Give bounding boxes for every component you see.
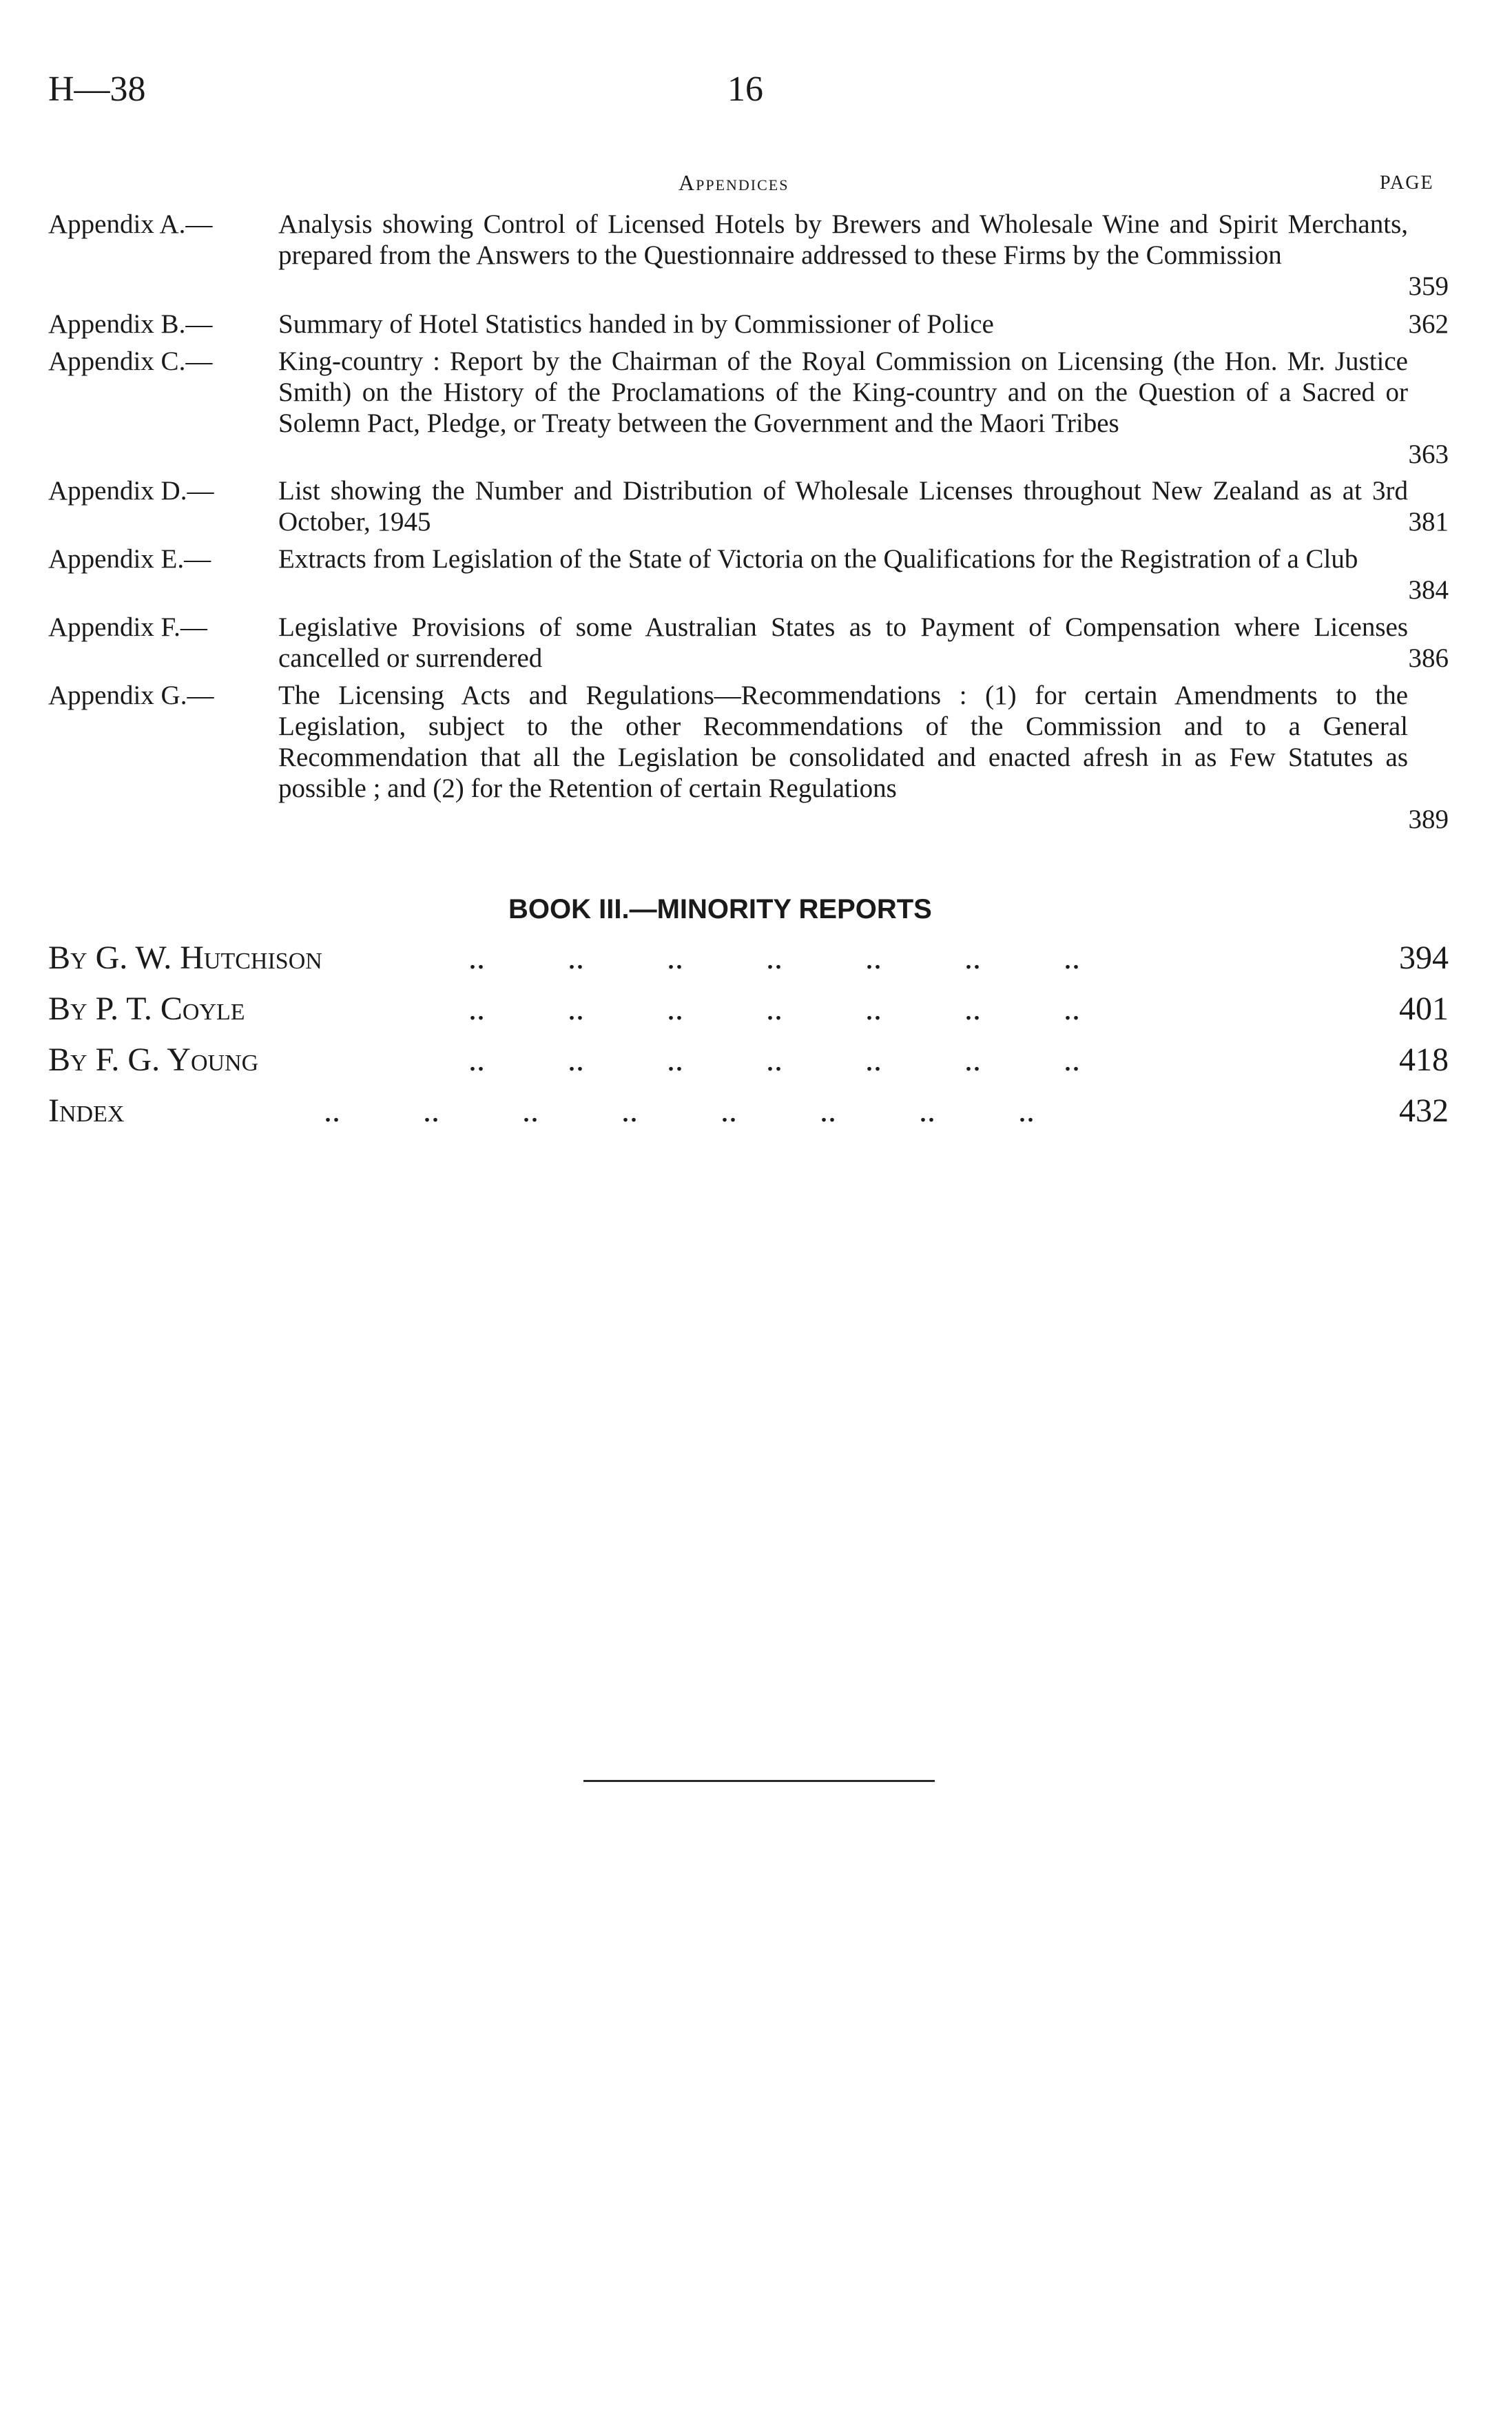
appendix-label: Appendix A.— xyxy=(48,209,213,239)
appendix-page: 381 xyxy=(1408,507,1449,537)
appendix-label: Appendix C.— xyxy=(48,346,213,376)
appendix-page: 384 xyxy=(1408,575,1449,605)
appendix-text: Summary of Hotel Statistics handed in by Commissioner of Police xyxy=(278,309,994,339)
appendix-b-entry xyxy=(48,309,1449,340)
report-page: 432 xyxy=(1399,1092,1449,1129)
minority-report-row xyxy=(48,990,1449,1038)
report-author: Index xyxy=(48,1092,125,1129)
report-page: 418 xyxy=(1399,1042,1449,1078)
page-column-label: PAGE xyxy=(1380,172,1434,194)
leader-dots: .. .. .. .. .. .. .. xyxy=(468,1042,1080,1078)
appendix-e-entry xyxy=(48,543,1449,605)
appendix-page: 389 xyxy=(1408,805,1449,834)
appendix-label: Appendix G.— xyxy=(48,681,214,710)
appendix-f-entry xyxy=(48,612,1449,674)
appendix-label: Appendix F.— xyxy=(48,612,207,642)
appendix-page: 359 xyxy=(1408,271,1449,301)
appendix-page: 363 xyxy=(1408,439,1449,469)
appendix-page: 386 xyxy=(1408,643,1449,673)
leader-dots: .. .. .. .. .. .. .. .. xyxy=(324,1092,1035,1129)
appendix-text: Legislative Provisions of some Australian States as to Payment of Compensation where Licenses cancelled or surrendered xyxy=(278,612,1408,673)
appendix-d-entry xyxy=(48,475,1449,537)
closing-rule xyxy=(583,1780,935,1782)
appendix-label: Appendix B.— xyxy=(48,309,213,339)
appendices-heading: Appendices xyxy=(679,170,789,195)
page-number: 16 xyxy=(727,70,763,109)
appendix-text: Analysis showing Control of Licensed Hotels by Brewers and Wholesale Wine and Spirit Merchants, prepared from the Answers to the Questionnaire addressed to these Firms by the Commission xyxy=(278,209,1408,270)
appendix-text: King-country : Report by the Chairman of the Royal Commission on Licensing (the Hon. Mr. Justice Smith) on the History of the Proclamations of the King-country and on the Question of a Sacred or Solemn Pact, Pledge, or Treaty between the Government and the Maori Tribes xyxy=(278,346,1408,438)
document-code: H—38 xyxy=(48,70,146,109)
appendix-label: Appendix D.— xyxy=(48,476,214,506)
leader-dots: .. .. .. .. .. .. .. xyxy=(468,991,1080,1027)
book-iii-heading: BOOK III.—MINORITY REPORTS xyxy=(508,894,932,924)
appendix-g-entry xyxy=(48,680,1449,835)
appendix-text: Extracts from Legislation of the State of Victoria on the Qualifications for the Registration of a Club xyxy=(278,544,1358,574)
report-author: By G. W. Hutchison xyxy=(48,940,322,976)
appendix-label: Appendix E.— xyxy=(48,544,211,574)
report-author: By P. T. Coyle xyxy=(48,991,245,1027)
report-author: By F. G. Young xyxy=(48,1042,259,1078)
appendix-text: The Licensing Acts and Regulations—Recommendations : (1) for certain Amendments to the Legislation, subject to the other Recommendations of the Commission and to a General Recommendation that all the Legislation be consolidated and enacted afresh in as Few Statutes as possible ; and (2) for the Retention of certain Regulations xyxy=(278,681,1408,803)
report-page: 394 xyxy=(1399,940,1449,976)
appendix-a-entry xyxy=(48,209,1449,302)
index-row xyxy=(48,1092,1449,1140)
appendix-text: List showing the Number and Distribution of Wholesale Licenses throughout New Zealand as at 3rd October, 1945 xyxy=(278,476,1408,537)
minority-report-row xyxy=(48,1041,1449,1089)
leader-dots: .. .. .. .. .. .. .. xyxy=(468,940,1080,976)
minority-report-row xyxy=(48,939,1449,987)
appendix-c-entry xyxy=(48,346,1449,470)
report-page: 401 xyxy=(1399,991,1449,1027)
appendix-page: 362 xyxy=(1408,309,1449,339)
